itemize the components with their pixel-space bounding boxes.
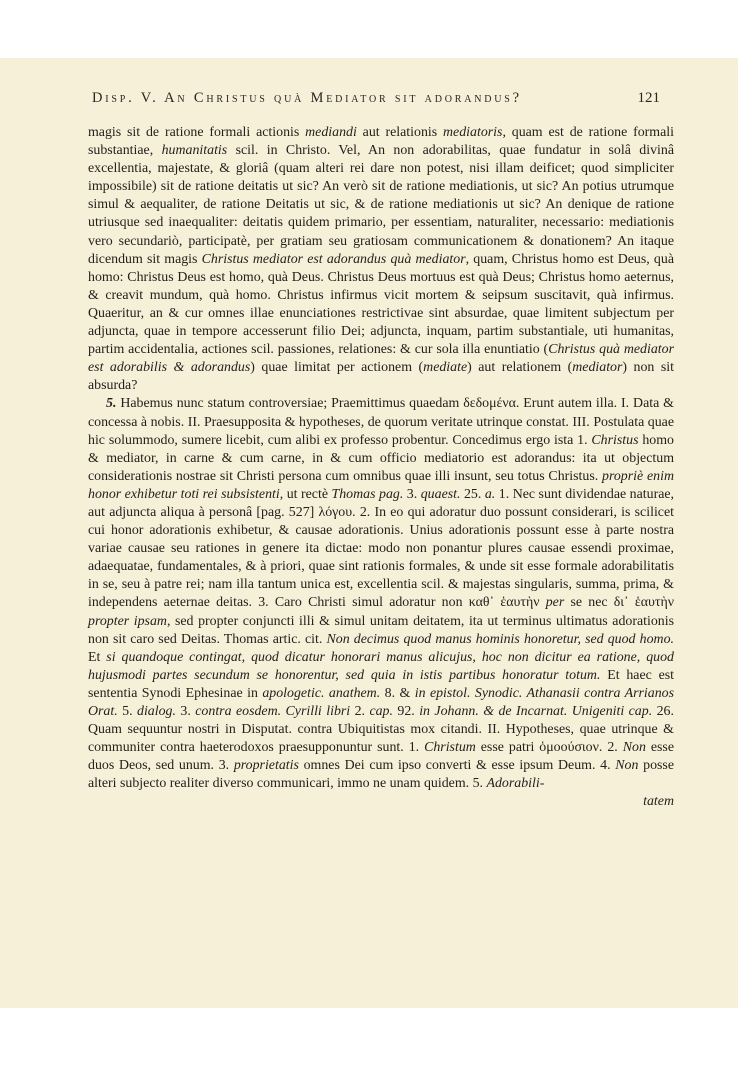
italic-run: Non	[615, 758, 639, 774]
text-run: Et haec est sententia Synodi Ephesinae in	[88, 667, 674, 701]
text-run: , quam, Christus homo est Deus, quà homo: Christus Deus est homo, quà Deus. Christus Deus mortuus est quà Deus; Christus homo aeternus, & creavit mundum, quà homo. Christus infirmus vicit mortem & seipsum suscitavit, quà infirmus. Quaeritur, an & cur omnes illae enunciationes restrictivae sint absurdae, quae limitent subjectum per adjuncta, quae in tempore accesserunt filio Dei; adjuncta, inquam, partim substantiale, uti humanitas, partim accidentalia, actiones scil. passiones, relationes: & cur sola illa enuntiatio (	[88, 251, 674, 358]
text-run: 1. Nec sunt dividendae naturae, aut adjuncta aliqua à personâ [pag. 527] λόγου. 2. In eo qui adoratur duo possunt considerari, is scilicet cui honor adorationis exhibetur, & causae adorationis. Unius adorationis possunt esse à parte nostra variae causae seu rationes in genere ita dictae: modo non ponantur plures causae essendi proximae, adaequatae, fundamentales, & à priori, quae sint rationis formales, & unde sit esse formale adorabilitatis in se, seu à patre rei; nam illa tantum unica est, excellentia scil. & majestas singularis, summa, prima, & independens aeternae deitas. 3. Caro Christi simul adoratur non καθ᾽ ἑαυτὴν	[88, 486, 674, 611]
italic-run: proprietatis	[233, 758, 299, 774]
italic-run: in Johann. & de Incarnat. Unigeniti cap.	[419, 704, 653, 719]
italic-run: propriè enim honor exhibetur toti rei subsistenti	[88, 468, 674, 502]
italic-run: dialog.	[137, 704, 176, 719]
italic-run: apologetic. anathem.	[262, 685, 381, 701]
text-run: 25.	[460, 486, 485, 502]
text-run: se nec δι᾽ ἑαυτὴν	[564, 595, 674, 611]
italic-run: mediator	[572, 360, 623, 376]
italic-run: humanitatis	[161, 143, 228, 159]
italic-run: cap.	[369, 704, 393, 719]
italic-run: mediatoris	[443, 125, 503, 140]
italic-run: Non	[622, 740, 646, 756]
text-run: 3.	[175, 704, 196, 719]
text-run: ) aut relationem (	[467, 360, 573, 376]
text-run: , quam est de ratione formali substantiae,	[88, 125, 674, 159]
paragraph-section-5	[88, 395, 674, 793]
text-run: 8. &	[380, 685, 415, 701]
text-run: 26. Quam sequuntur nostri in Disputat. contra Ubiquitistas mox citandi. II. Hypotheses, quae utrinque & communiter contra haeterodoxos praesupponuntur sunt. 1.	[88, 704, 674, 756]
italic-run: quaest.	[420, 486, 461, 502]
italic-run: Christus quà mediator est adorabilis & adorandus	[88, 342, 674, 376]
text-run: esse patri ὁμοούσιον. 2.	[475, 740, 623, 756]
body-text	[88, 124, 674, 812]
text-run: ) non sit absurda?	[88, 360, 675, 394]
page-number: 121	[637, 90, 660, 106]
text-run: 2.	[350, 704, 370, 719]
italic-run: Thomas pag.	[331, 486, 404, 502]
italic-run: Christus	[591, 432, 639, 448]
page-header	[92, 90, 660, 110]
paragraph	[88, 124, 674, 395]
text-run: 5.	[117, 704, 137, 719]
text-run: 3.	[403, 486, 421, 502]
italic-run: mediate	[423, 360, 468, 376]
italic-run: mediandi	[305, 125, 357, 140]
italic-run: propter ipsam	[88, 613, 167, 629]
text-run: omnes Dei cum ipso converti & esse ipsum Deum. 4.	[298, 758, 616, 774]
italic-run: Christum	[424, 740, 476, 756]
italic-run: a.	[484, 486, 496, 502]
italic-run: per	[545, 595, 565, 611]
text-run: 92.	[392, 704, 420, 719]
text-run: , sed propter conjuncti illi & simul unitam deitatem, ita ut terminus ultimatus adorationis non sit caro sed Deitas. Thomas artic. cit.	[88, 613, 674, 647]
italic-run: Christus mediator est adorandus quà mediator	[201, 251, 466, 267]
text-run: esse duos Deos, sed unum. 3.	[88, 740, 674, 774]
italic-run: Adorabili-	[486, 776, 545, 792]
italic-run: contra eosdem. Cyrilli libri	[195, 704, 351, 719]
catchword: tatem	[643, 794, 674, 810]
text-run: , ut rectè	[279, 486, 332, 502]
text-run: Et	[88, 649, 107, 665]
text-run: ) quae limitat per actionem (	[250, 360, 424, 376]
italic-run: si quandoque contingat, quod dicatur honorari manus alicujus, hoc non dicitur ea ratione, quod hujusmodi partes secundum se honorentur, sed quia in istis partibus honoratur totum.	[88, 649, 674, 683]
section-number: 5.	[106, 396, 117, 412]
text-run: posse alteri subjecto realiter diverso communicari, immo ne unam quidem. 5.	[88, 758, 674, 792]
text-run: magis sit de ratione formali actionis	[88, 125, 306, 140]
text-run: homo & mediator, in carne & cum carne, in & cum officio mediatorio est adorandus: ita ut objectum considerationis nostrae sit Christi persona cum omnibus quae illi insunt, seu totus Christus.	[88, 432, 674, 484]
text-run: scil. in Christo. Vel, An non adorabilitas, quae fundatur in solâ divinâ excellentia, majestate, & gloriâ (quam alteri rei dare non potest, nisi illam deificet; quod simpliciter impossibile) sit de ratione deitatis ut sic? An verò sit de ratione mediationis, ut sic? An potius utrumque simul & aequaliter, de ratione Deitatis ut sic, & de ratione mediationis ut sic? An denique de ratione utriusque sed inaequaliter: deitatis quidem primario, per essentiam, naturaliter, necessario: mediationis vero secundariò, participatè, per gratiam seu gratiosam communicationem & donationem? An itaque dicendum sit magis	[88, 143, 675, 267]
text-run: Habemus nunc statum controversiae; Praemittimus quaedam δεδομένα. Erunt autem illa. I. Data & concessa à nobis. II. Praesupposita & hypotheses, de quorum veritate utrinque constat. III. Postulata quae hic solummodo, sumere licebit, cum alibi ex professo probentur. Concedimus ergo ista 1.	[88, 396, 674, 448]
running-head: Disp. V. An Christus quà Mediator sit adorandus?	[92, 90, 522, 106]
italic-run: in epistol. Synodic. Athanasii contra Arrianos Orat.	[88, 685, 675, 719]
text-run: aut relationis	[356, 125, 444, 140]
italic-run: Non decimus quod manus hominis honoretur, sed quod homo.	[326, 631, 674, 647]
